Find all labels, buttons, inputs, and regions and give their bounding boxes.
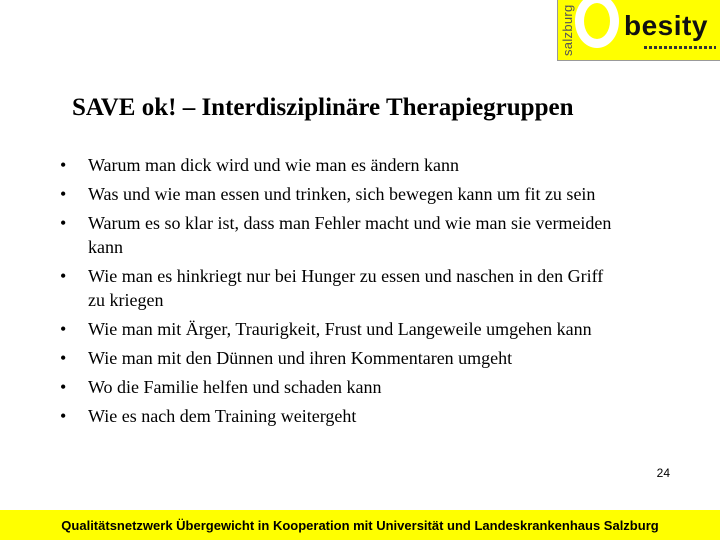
- bullet-dot: •: [60, 406, 67, 426]
- bullet-text: Wie man mit den Dünnen und ihren Kommentaren umgeht: [88, 348, 513, 368]
- bullet-dot: •: [60, 377, 67, 397]
- bullet-item: [60, 404, 620, 428]
- bullet-text: Was und wie man essen und trinken, sich bewegen kann um fit zu sein: [88, 184, 596, 204]
- logo-o-ring: [575, 0, 619, 48]
- bullet-text: Wie es nach dem Training weitergeht: [88, 406, 357, 426]
- bullet-dot: •: [60, 213, 67, 233]
- bullet-item: [60, 375, 620, 399]
- bullet-dot: •: [60, 184, 67, 204]
- logo-underline: [644, 46, 716, 49]
- bullet-text: Warum man dick wird und wie man es ändern kann: [88, 155, 459, 175]
- bullet-dot: •: [60, 266, 67, 286]
- bullet-item: [60, 153, 620, 177]
- logo-wordmark: besity: [624, 10, 708, 41]
- page-number: 24: [656, 466, 670, 480]
- bullet-item: [60, 346, 620, 370]
- bullet-dot: •: [60, 319, 67, 339]
- footer-text: Qualitätsnetzwerk Übergewicht in Kooperation mit Universität und Landeskrankenhaus Salzburg: [61, 518, 659, 533]
- bullet-text: Wie man es hinkriegt nur bei Hunger zu essen und naschen in den Griff zu kriegen: [88, 266, 604, 310]
- bullet-text: Wo die Familie helfen und schaden kann: [88, 377, 382, 397]
- slide-title: SAVE ok! – Interdisziplinäre Therapiegruppen: [72, 94, 574, 121]
- footer-bar: [0, 510, 720, 540]
- bullet-text: Wie man mit Ärger, Traurigkeit, Frust und Langeweile umgehen kann: [88, 319, 592, 339]
- bullet-item: [60, 264, 620, 312]
- bullet-item: [60, 317, 620, 341]
- bullet-dot: •: [60, 155, 67, 175]
- obesity-salzburg-logo: [557, 0, 720, 61]
- bullet-item: [60, 211, 620, 259]
- logo-salzburg-text: salzburg: [560, 4, 575, 56]
- bullet-text: Warum es so klar ist, dass man Fehler macht und wie man sie vermeiden kann: [88, 213, 612, 257]
- bullet-list: [60, 153, 620, 433]
- bullet-dot: •: [60, 348, 67, 368]
- bullet-item: [60, 182, 620, 206]
